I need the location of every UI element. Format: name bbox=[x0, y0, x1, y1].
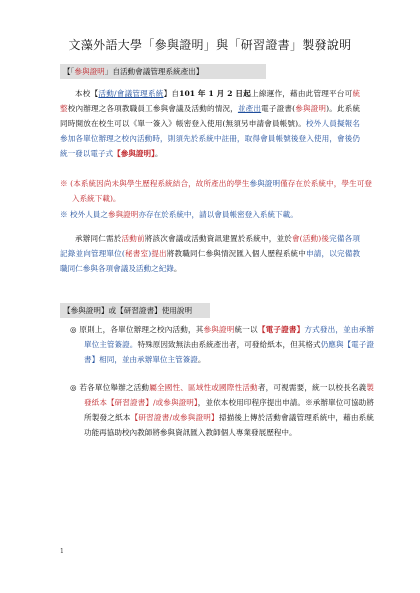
text-run: 承辦同仁需於 bbox=[75, 234, 122, 243]
highlight-text: 屬全國性、區域性或國際性活動 bbox=[149, 383, 258, 392]
text-run: 掃描後上傳於活動會議管理系統中，藉由系統功能再協助校內教師將參與資訊匯入教師個人專業發展歷程中。 bbox=[84, 413, 375, 437]
heading-close: 」自活動會議管理系統產出】 bbox=[104, 67, 204, 76]
text-run: (本系統因尚未與學生歷程系統結合，故所產出的學生 bbox=[70, 179, 250, 188]
page-number: 1 bbox=[60, 548, 64, 555]
highlight-text: 仍應與【電子證書】相同，並由承辦單位主管簽證 bbox=[84, 340, 375, 364]
launch-date: 101 年 1 月 2 日起 bbox=[179, 89, 252, 98]
text-run: 本校【 bbox=[75, 89, 99, 98]
document-title: 文藻外語大學「參與證明」與「研習證書」製發說明 bbox=[68, 38, 352, 52]
text-run: )。此系統同時開放在校生可以《單一簽入》帳密登入使用(無須另申請會員帳號)。 bbox=[60, 104, 361, 128]
text-run: ) bbox=[148, 249, 152, 258]
highlight-text: 並產出 bbox=[237, 104, 262, 113]
text-run: 。 bbox=[197, 355, 206, 364]
text-run: 將教職同仁參與情況匯入個人歷程系統中 bbox=[166, 249, 307, 258]
highlight-text: ，以完備教職同仁參與各項會議及活動之紀錄 bbox=[60, 249, 361, 273]
highlight-text: 完備各項記錄並向管理單位( bbox=[60, 234, 361, 258]
reference-mark: ※ bbox=[60, 210, 68, 219]
system-name-link: 活動/會議管理系統 bbox=[98, 89, 164, 98]
highlight-text: 【電子證書】 bbox=[257, 325, 305, 334]
text-run: ，並依本校用印程序提出申請。※承辦單位可協助將所製發之紙本 bbox=[84, 398, 374, 422]
highlight-text: 【研習證書】/或參與證明】 bbox=[107, 398, 198, 407]
highlight-text: 製發紙本 bbox=[84, 383, 375, 407]
reference-mark: ※ bbox=[60, 179, 68, 188]
section-heading-participation-certificate bbox=[60, 64, 266, 79]
highlight-text: 參與證明 bbox=[203, 325, 235, 334]
note-student-records bbox=[60, 176, 372, 206]
highlight-text: 會(活動)後 bbox=[291, 234, 330, 243]
bullet-icon: ◎ bbox=[70, 325, 77, 334]
text-run: 電子證書( bbox=[261, 104, 296, 113]
highlight-text: 方式發出，並由承辦單位主管簽證。 bbox=[84, 325, 375, 349]
highlight-text: 活動前 bbox=[121, 234, 145, 243]
highlight-text: 秘書室 bbox=[124, 249, 149, 258]
list-item-paper-certificate bbox=[70, 380, 374, 440]
bullet-icon: ◎ bbox=[70, 383, 77, 392]
text-run: 僅存在於系統中，學生可登入系統下載)。 bbox=[72, 179, 373, 203]
text-run: 校外人員之 bbox=[70, 210, 108, 219]
highlight-text: 【研習證書/或參與證明】 bbox=[130, 413, 219, 422]
text-run: 將該次會議或活動資訊建置於系統中，並於 bbox=[144, 234, 292, 243]
text-run: 校內辦理之各項教職員工參與會議及活動的情況， bbox=[67, 104, 238, 113]
heading-open: 【「 bbox=[63, 67, 75, 76]
text-run: 。 bbox=[173, 264, 182, 273]
highlight-text: 【參與證明】 bbox=[113, 149, 155, 158]
text-run: 特殊原因致無法由系統產出者，可發給紙本，但其格式 bbox=[137, 340, 321, 349]
text-run: 原則上，各單位辦理之校內活動，其 bbox=[79, 325, 204, 334]
list-item-electronic-certificate bbox=[70, 322, 374, 367]
paragraph-organizer-duties bbox=[60, 231, 360, 276]
external-users-note: 校外人員擬報名參加各單位辦理之校內活動時，則須先於系統中註冊，取得會員帳號後登入使用，會後仍統一發以電子式 bbox=[60, 119, 361, 158]
note-external-users bbox=[60, 207, 372, 222]
text-run: 者，可視需要，統一以校長名義 bbox=[257, 383, 367, 392]
text-run: 。 bbox=[154, 149, 163, 158]
text-run: 】自 bbox=[163, 89, 180, 98]
section-heading-usage: 【參與證明】或【研習證書】使用說明 bbox=[60, 303, 210, 318]
highlight-text: 參與證明 bbox=[249, 179, 281, 188]
highlight-text: 提出 bbox=[151, 249, 167, 258]
text-run: 統一以 bbox=[234, 325, 258, 334]
heading-keyword: 參與證明 bbox=[74, 67, 105, 76]
text-run: 上線運作，藉由此管理平台可 bbox=[251, 89, 353, 98]
highlight-text: 參與證明 bbox=[295, 104, 327, 113]
highlight-text: 統整 bbox=[60, 89, 361, 113]
highlight-text: 申請 bbox=[306, 249, 322, 258]
text-run: 若各單位舉辦之活動 bbox=[79, 383, 150, 392]
highlight-text: 參與證明 bbox=[107, 210, 139, 219]
text-run: 亦存在於系統中，請以會員帳密登入系統下載。 bbox=[138, 210, 298, 219]
paragraph-system-intro bbox=[60, 86, 360, 161]
